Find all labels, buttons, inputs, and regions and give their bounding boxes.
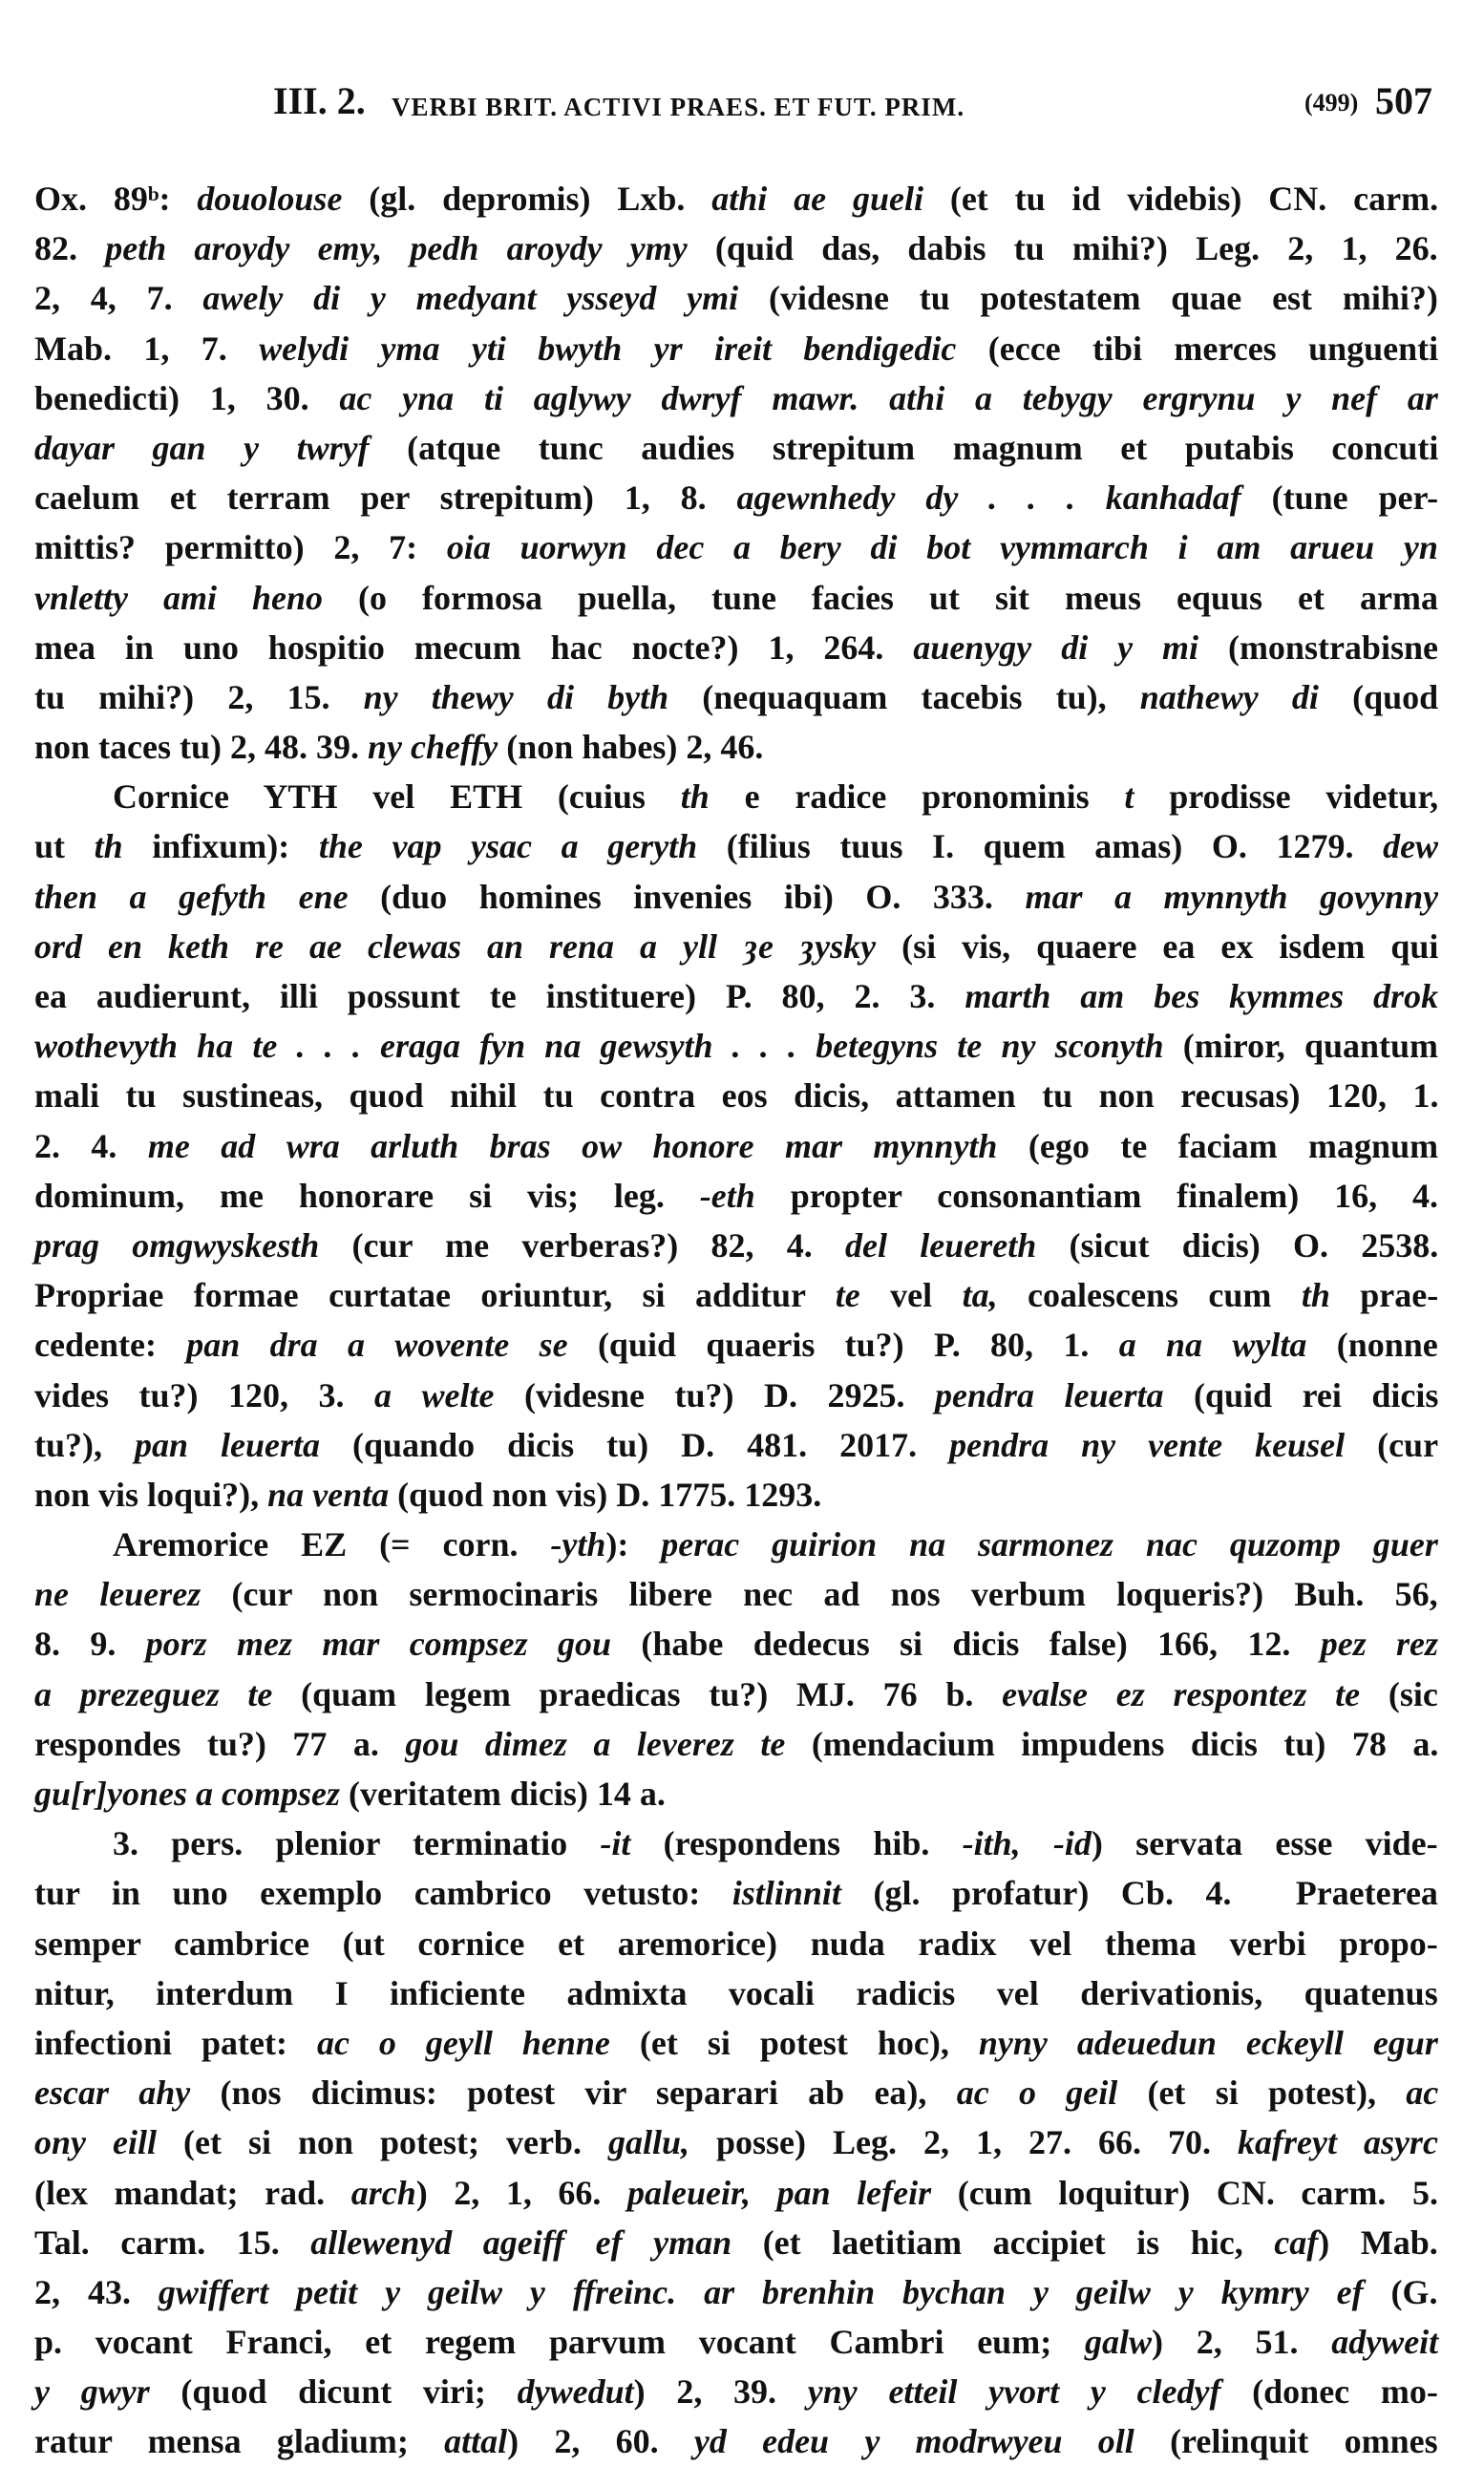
- text-line: [34, 1919, 1438, 1968]
- text-line: [34, 1569, 1438, 1619]
- original-page-number: (499): [1304, 89, 1359, 117]
- celtic-quotation: th: [94, 827, 123, 866]
- text-line: [34, 573, 1438, 623]
- celtic-quotation: paleueir, pan lefeir: [627, 2173, 932, 2212]
- text-line: [34, 1769, 1438, 1818]
- celtic-quotation: attal: [444, 2422, 508, 2461]
- latin-text: ) Mab.: [1318, 2222, 1438, 2262]
- line-content: [34, 1669, 1438, 1719]
- latin-text: infectioni patet:: [34, 2023, 317, 2062]
- celtic-quotation: evalse ez respontez te: [1002, 1674, 1361, 1713]
- text-line: [34, 223, 1438, 273]
- celtic-quotation: na venta: [267, 1475, 390, 1514]
- line-content: [34, 821, 1438, 871]
- celtic-quotation: oia uorwyn dec a bery di bot vymmarch i am arueu yn: [446, 528, 1438, 567]
- celtic-quotation: del leuereth: [845, 1225, 1037, 1265]
- latin-text: mali tu sustineas, quod nihil tu contra eos dicis, attamen tu non recusas) 120, 1.: [34, 1076, 1439, 1116]
- celtic-quotation: porz mez mar compsez gou: [145, 1625, 612, 1664]
- line-content: [34, 373, 1438, 423]
- latin-text: (o formosa puella, tune facies ut sit meus equus et arma: [323, 578, 1438, 617]
- celtic-quotation: pendra leuerta: [935, 1375, 1164, 1414]
- line-content: [34, 722, 763, 772]
- running-header: [0, 76, 1484, 126]
- text-line: [34, 722, 1438, 772]
- celtic-quotation: kafreyt asyrc: [1237, 2123, 1438, 2162]
- celtic-quotation: ac yna ti aglywy dwryf mawr. athi a tebygy ergrynu y nef ar: [339, 378, 1438, 417]
- latin-text: (quid das, dabis tu mihi?) Leg. 2, 1, 26.: [687, 229, 1438, 268]
- celtic-quotation: nyny adeuedun eckeyll egur: [978, 2023, 1438, 2062]
- latin-text: ) servata esse vide-: [1091, 1824, 1438, 1863]
- celtic-quotation: ony eill: [34, 2123, 157, 2162]
- latin-text: (veritatem dicis) 14 a.: [339, 1775, 666, 1813]
- body-text: [34, 174, 1438, 2467]
- latin-text: prae-: [1329, 1276, 1439, 1315]
- line-content: [34, 324, 1438, 373]
- line-content: [34, 423, 1438, 473]
- text-line: [34, 273, 1438, 323]
- celtic-quotation: me ad wra arluth bras ow honore mar mynnyth: [147, 1126, 998, 1165]
- latin-text: (tune per-: [1240, 479, 1439, 518]
- latin-text: 3. pers. plenior terminatio: [113, 1824, 601, 1863]
- line-content: [34, 672, 1438, 722]
- celtic-quotation: ac: [1406, 2074, 1439, 2113]
- text-line: [34, 1669, 1438, 1719]
- latin-text: (et si potest hoc),: [609, 2023, 979, 2062]
- latin-text: e radice pronominis: [709, 777, 1125, 817]
- latin-text: tur in uno exemplo cambrico vetusto:: [34, 1874, 732, 1913]
- text-line: [34, 1021, 1438, 1071]
- latin-text: (gl. profatur) Cb. 4. Praeterea: [840, 1874, 1438, 1913]
- latin-text: (quam legem praedicas tu?) MJ. 76 b.: [272, 1674, 1003, 1713]
- celtic-quotation: escar ahy: [34, 2074, 191, 2113]
- celtic-quotation: dayar gan y twryf: [34, 428, 370, 467]
- celtic-quotation: adyweit: [1331, 2323, 1439, 2362]
- latin-text: (ego te faciam magnum: [997, 1126, 1439, 1165]
- celtic-quotation: ta,: [962, 1276, 998, 1315]
- latin-text: (nos dicimus: potest vir separari ab ea),: [190, 2074, 957, 2113]
- latin-text: (ecce tibi merces unguenti: [956, 329, 1439, 368]
- celtic-quotation: then a gefyth ene: [34, 877, 349, 916]
- text-line: [34, 1221, 1438, 1270]
- latin-text: (cur non sermocinaris libere nec ad nos verbum loqueris?) Buh. 56,: [201, 1575, 1438, 1614]
- line-content: [34, 872, 1438, 922]
- line-content: [34, 922, 1438, 971]
- line-content: [34, 971, 1438, 1021]
- line-content: [34, 273, 1438, 323]
- celtic-quotation: dew: [1383, 827, 1439, 866]
- latin-text: semper cambrice (ut cornice et aremorice) nuda radix vel thema verbi propo-: [34, 1924, 1438, 1963]
- latin-text: (monstrabisne: [1198, 627, 1438, 667]
- text-line: [34, 772, 1438, 821]
- latin-text: (sic: [1360, 1674, 1438, 1713]
- celtic-quotation: wothevyth ha te . . . eraga fyn na gewsyth . . . betegyns te ny sconyth: [34, 1027, 1164, 1066]
- latin-text: respondes tu?) 77 a.: [34, 1724, 406, 1763]
- celtic-quotation: perac guirion na sarmonez nac quzomp guer: [661, 1525, 1438, 1564]
- line-content: [34, 1470, 821, 1520]
- text-line: [34, 2018, 1438, 2068]
- latin-text: prodisse videtur,: [1134, 777, 1439, 817]
- celtic-quotation: istlinnit: [731, 1874, 841, 1913]
- latin-text: 2, 4, 7.: [34, 279, 203, 318]
- line-content: [34, 2117, 1438, 2167]
- line-content: [34, 2367, 1438, 2416]
- line-content: [34, 1071, 1438, 1120]
- latin-text: dominum, me honorare si vis; leg.: [34, 1176, 700, 1215]
- line-content: [113, 772, 1438, 821]
- latin-text: caelum et terram per strepitum) 1, 8.: [34, 479, 737, 518]
- latin-text: (quid rei dicis: [1163, 1375, 1439, 1414]
- celtic-quotation: yd edeu y modrwyeu oll: [693, 2422, 1134, 2461]
- latin-text: (quando dicis tu) D. 481. 2017.: [320, 1425, 950, 1464]
- latin-text: (et si potest),: [1117, 2074, 1407, 2113]
- running-title: VERBI BRIT. ACTIVI PRAES. ET FUT. PRIM.: [392, 93, 965, 121]
- celtic-quotation: pan leuerta: [135, 1425, 321, 1464]
- celtic-quotation: gallu,: [607, 2123, 689, 2162]
- text-line: [34, 174, 1438, 223]
- text-line: [34, 821, 1438, 871]
- line-content: [113, 1520, 1438, 1569]
- text-line: [34, 2367, 1438, 2416]
- text-line: [34, 1121, 1438, 1171]
- celtic-quotation: pan dra a wovente se: [186, 1326, 568, 1365]
- text-line: [34, 423, 1438, 473]
- celtic-quotation: welydi yma yti bwyth yr ireit bendigedic: [259, 329, 957, 368]
- latin-text: ) 2, 1, 66.: [415, 2173, 627, 2212]
- text-line: [34, 2068, 1438, 2117]
- line-content: [34, 1320, 1438, 1370]
- text-line: [34, 971, 1438, 1021]
- line-content: [34, 1270, 1438, 1320]
- text-line: [34, 522, 1438, 572]
- celtic-quotation: ny thewy di byth: [363, 677, 669, 716]
- celtic-quotation: y gwyr: [34, 2372, 150, 2412]
- section-number: III. 2.: [273, 79, 366, 122]
- latin-text: Cornice YTH vel ETH (cuius: [113, 777, 681, 817]
- latin-text: (filius tuus I. quem amas) O. 1279.: [697, 827, 1384, 866]
- line-content: [34, 473, 1438, 522]
- line-content: [34, 1221, 1438, 1270]
- text-line: [34, 2218, 1438, 2267]
- text-line: [34, 324, 1438, 373]
- celtic-quotation: -it: [600, 1824, 631, 1863]
- line-content: [34, 223, 1438, 273]
- celtic-quotation: yny etteil yvort y cledyf: [807, 2372, 1221, 2412]
- latin-text: (videsne tu potestatem quae est mihi?): [738, 279, 1438, 318]
- text-line: [34, 623, 1438, 672]
- celtic-quotation: the vap ysac a geryth: [318, 827, 698, 866]
- line-content: [34, 1919, 1438, 1968]
- latin-text: (atque tunc audies strepitum magnum et putabis concuti: [369, 428, 1439, 467]
- latin-text: (relinquit omnes: [1134, 2422, 1438, 2461]
- latin-text: (quod non vis) D. 1775. 1293.: [389, 1475, 822, 1514]
- line-content: [34, 2018, 1438, 2068]
- celtic-quotation: ac o geyll henne: [316, 2023, 610, 2062]
- latin-text: p. vocant Franci, et regem parvum vocant Cambri eum;: [34, 2323, 1085, 2362]
- latin-text: (et si non potest; verb.: [156, 2123, 608, 2162]
- text-line: [34, 1520, 1438, 1569]
- line-content: [34, 1868, 1438, 1918]
- latin-text: (et tu id videbis) CN. carm.: [922, 180, 1439, 218]
- line-content: [34, 1619, 1438, 1669]
- latin-text: (lex mandat; rad.: [34, 2173, 351, 2212]
- page-number: 507: [1375, 79, 1432, 122]
- latin-text: (cur me verberas?) 82, 4.: [319, 1225, 845, 1265]
- celtic-quotation: mar a mynnyth govynny: [1025, 877, 1439, 916]
- latin-text: cedente:: [34, 1326, 187, 1365]
- celtic-quotation: a welte: [374, 1375, 495, 1414]
- latin-text: (quod dicunt viri;: [149, 2372, 518, 2412]
- celtic-quotation: peth aroydy emy, pedh aroydy ymy: [105, 229, 688, 268]
- latin-text: (quid quaeris tu?) P. 80, 1.: [567, 1326, 1119, 1365]
- line-content: [34, 1968, 1438, 2018]
- line-content: [34, 2416, 1438, 2466]
- latin-text: non vis loqui?),: [34, 1475, 268, 1514]
- text-line: [34, 1320, 1438, 1370]
- latin-text: benedicti) 1, 30.: [34, 378, 340, 417]
- text-line: [34, 2416, 1438, 2466]
- line-content: [34, 1569, 1438, 1619]
- latin-text: vides tu?) 120, 3.: [34, 1375, 375, 1414]
- text-line: [34, 1171, 1438, 1221]
- line-content: [34, 1371, 1438, 1420]
- latin-text: ) 2, 51.: [1151, 2323, 1332, 2362]
- celtic-quotation: pez rez: [1320, 1625, 1439, 1664]
- latin-text: Propriae formae curtatae oriuntur, si additur: [34, 1276, 836, 1315]
- text-line: [34, 2168, 1438, 2218]
- latin-text: 2. 4.: [34, 1126, 148, 1165]
- text-line: [34, 1968, 1438, 2018]
- latin-text: (quod: [1318, 677, 1439, 716]
- line-content: [34, 1021, 1438, 1071]
- latin-text: tu mihi?) 2, 15.: [34, 677, 364, 716]
- latin-text: (si vis, quaere ea ex isdem qui: [876, 926, 1439, 966]
- latin-text: (nequaquam tacebis tu),: [668, 677, 1140, 716]
- latin-text: Ox. 89ᵇ:: [34, 180, 198, 218]
- text-line: [34, 2317, 1438, 2367]
- text-line: [34, 1719, 1438, 1769]
- celtic-quotation: nathewy di: [1139, 677, 1319, 716]
- text-line: [34, 2267, 1438, 2317]
- line-content: [34, 573, 1438, 623]
- celtic-quotation: awely di y medyant ysseyd ymi: [202, 279, 739, 318]
- text-line: [34, 672, 1438, 722]
- celtic-quotation: marth am bes kymmes drok: [965, 977, 1439, 1015]
- latin-text: (duo homines invenies ibi) O. 333.: [348, 877, 1026, 916]
- line-content: [34, 1769, 666, 1818]
- celtic-quotation: galw: [1084, 2323, 1152, 2362]
- latin-text: ratur mensa gladium;: [34, 2422, 445, 2461]
- celtic-quotation: vnletty ami heno: [34, 578, 323, 617]
- latin-text: (miror, quantum: [1163, 1027, 1439, 1066]
- latin-text: tu?),: [34, 1425, 135, 1464]
- line-content: [34, 2267, 1438, 2317]
- celtic-quotation: th: [1301, 1276, 1330, 1315]
- line-content: [34, 2168, 1438, 2218]
- line-content: [34, 2317, 1438, 2367]
- line-content: [34, 522, 1438, 572]
- text-line: [34, 1470, 1438, 1520]
- line-content: [34, 2218, 1438, 2267]
- line-content: [34, 2068, 1438, 2117]
- celtic-quotation: a prezeguez te: [34, 1674, 273, 1713]
- line-content: [34, 1719, 1438, 1769]
- latin-text: (sicut dicis) O. 2538.: [1036, 1225, 1439, 1265]
- celtic-quotation: ord en keth re ae clewas an rena a yll ȝe ȝysky: [34, 926, 877, 966]
- latin-text: non taces tu) 2, 48. 39.: [34, 728, 368, 767]
- latin-text: (mendacium impudens dicis tu) 78 a.: [785, 1724, 1439, 1763]
- line-content: [34, 1171, 1438, 1221]
- text-line: [34, 2117, 1438, 2167]
- celtic-quotation: th: [680, 777, 710, 817]
- celtic-quotation: ny cheffy: [368, 728, 498, 767]
- latin-text: Mab. 1, 7.: [34, 329, 260, 368]
- celtic-quotation: gou dimez a leverez te: [405, 1724, 786, 1763]
- latin-text: Aremorice EZ (= corn.: [113, 1525, 551, 1564]
- latin-text: mea in uno hospitio mecum hac nocte?) 1, 264.: [34, 627, 914, 667]
- line-content: [34, 174, 1438, 223]
- celtic-quotation: athi ae gueli: [711, 180, 923, 218]
- latin-text: (cum loquitur) CN. carm. 5.: [931, 2173, 1438, 2212]
- latin-text: posse) Leg. 2, 1, 27. 66. 70.: [689, 2123, 1238, 2162]
- celtic-quotation: douolouse: [197, 180, 343, 218]
- latin-text: infixum):: [122, 827, 319, 866]
- celtic-quotation: ac o geil: [956, 2074, 1118, 2113]
- latin-text: nitur, interdum I inficiente admixta vocali radicis vel derivationis, quatenus: [34, 1973, 1438, 2012]
- latin-text: (habe dedecus si dicis false) 166, 12.: [611, 1625, 1321, 1664]
- latin-text: coalescens cum: [997, 1276, 1302, 1315]
- latin-text: (G.: [1363, 2272, 1438, 2311]
- text-line: [34, 1270, 1438, 1320]
- text-line: [34, 1420, 1438, 1470]
- latin-text: 2, 43.: [34, 2272, 159, 2311]
- celtic-quotation: gwiffert petit y geilw y ffreinc. ar brenhin bychan y geilw y kymry ef: [158, 2272, 1364, 2311]
- text-line: [34, 872, 1438, 922]
- text-line: [34, 1818, 1438, 1868]
- text-line: [34, 373, 1438, 423]
- latin-text: (donec mo-: [1220, 2372, 1438, 2412]
- latin-text: (nonne: [1306, 1326, 1438, 1365]
- celtic-quotation: agewnhedy dy . . . kanhadaf: [736, 479, 1241, 518]
- text-line: [34, 922, 1438, 971]
- celtic-quotation: -ith, -id: [962, 1824, 1092, 1863]
- celtic-quotation: caf: [1274, 2222, 1319, 2262]
- latin-text: (et laetitiam accipiet is hic,: [731, 2222, 1275, 2262]
- latin-text: (gl. depromis) Lxb.: [342, 180, 712, 218]
- latin-text: mittis? permitto) 2, 7:: [34, 528, 447, 567]
- latin-text: (videsne tu?) D. 2925.: [494, 1375, 935, 1414]
- line-content: [34, 623, 1438, 672]
- line-content: [34, 1420, 1438, 1470]
- celtic-quotation: gu[r]yones a compsez: [34, 1775, 340, 1813]
- celtic-quotation: a na wylta: [1118, 1326, 1307, 1365]
- celtic-quotation: t: [1124, 777, 1134, 817]
- celtic-quotation: auenygy di y mi: [913, 627, 1199, 667]
- celtic-quotation: te: [835, 1276, 860, 1315]
- celtic-quotation: prag omgwyskesth: [34, 1225, 320, 1265]
- text-line: [34, 1371, 1438, 1420]
- celtic-quotation: -yth: [550, 1525, 606, 1564]
- celtic-quotation: dywedut: [517, 2372, 634, 2412]
- text-line: [34, 473, 1438, 522]
- latin-text: ) 2, 60.: [507, 2422, 694, 2461]
- latin-text: 8. 9.: [34, 1625, 146, 1664]
- latin-text: (non habes) 2, 46.: [498, 728, 764, 767]
- celtic-quotation: -eth: [699, 1176, 755, 1215]
- celtic-quotation: allewenyd ageiff ef yman: [310, 2222, 732, 2262]
- celtic-quotation: pendra ny vente keusel: [949, 1425, 1346, 1464]
- text-line: [34, 1868, 1438, 1918]
- latin-text: propter consonantiam finalem) 16, 4.: [754, 1176, 1439, 1215]
- text-line: [34, 1619, 1438, 1669]
- latin-text: 82.: [34, 229, 106, 268]
- latin-text: ):: [605, 1525, 662, 1564]
- latin-text: (cur: [1345, 1425, 1439, 1464]
- latin-text: ut: [34, 827, 95, 866]
- line-content: [34, 1121, 1438, 1171]
- latin-text: ea audierunt, illi possunt te instituere) P. 80, 2. 3.: [34, 977, 965, 1015]
- celtic-quotation: ne leuerez: [34, 1575, 201, 1614]
- latin-text: ) 2, 39.: [633, 2372, 808, 2412]
- text-line: [34, 1071, 1438, 1120]
- celtic-quotation: arch: [350, 2173, 416, 2212]
- latin-text: (respondens hib.: [630, 1824, 963, 1863]
- line-content: [113, 1818, 1438, 1868]
- latin-text: vel: [859, 1276, 963, 1315]
- latin-text: Tal. carm. 15.: [34, 2222, 311, 2262]
